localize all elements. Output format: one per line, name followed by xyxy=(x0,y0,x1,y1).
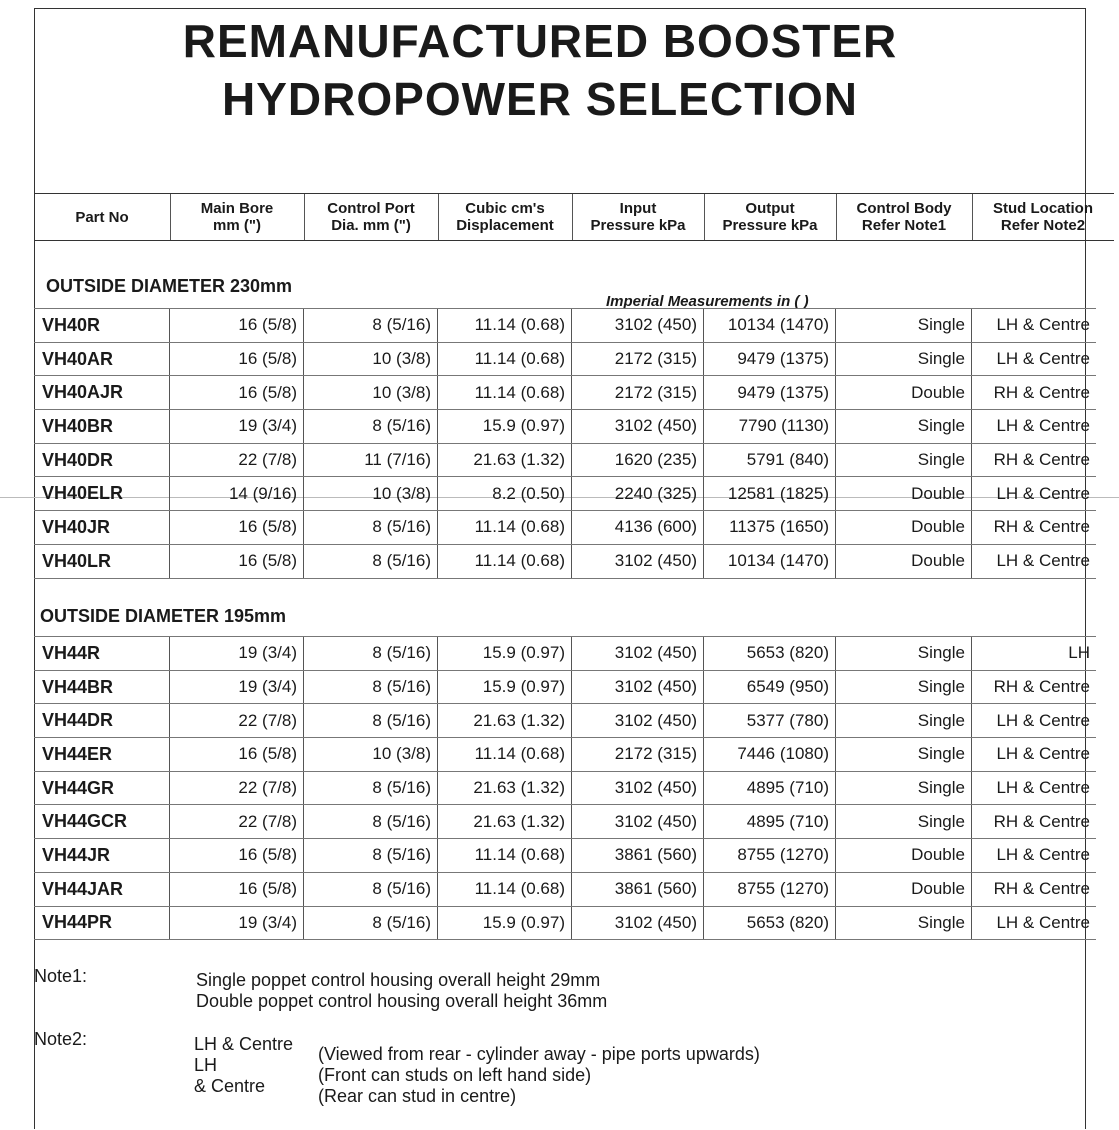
header-input-pressure xyxy=(572,194,705,240)
header-control-body-l1: Control Body xyxy=(856,200,952,217)
title-line-1: REMANUFACTURED BOOSTER xyxy=(182,15,898,67)
cell-control-port: 10 (3/8) xyxy=(304,376,438,409)
cell-part-no: VH44DR xyxy=(34,704,170,737)
cell-displacement: 11.14 (0.68) xyxy=(438,873,572,906)
table-row xyxy=(34,738,1096,772)
cell-part-no: VH40ELR xyxy=(34,477,170,510)
header-input-pressure-l1: Input xyxy=(619,200,657,217)
cell-main-bore: 16 (5/8) xyxy=(170,343,304,376)
cell-control-body: Double xyxy=(836,511,972,544)
cell-part-no: VH44R xyxy=(34,637,170,670)
cell-part-no: VH44GR xyxy=(34,772,170,805)
cell-displacement: 11.14 (0.68) xyxy=(438,309,572,342)
cell-control-port: 8 (5/16) xyxy=(304,671,438,704)
note1-line: Double poppet control housing overall height 36mm xyxy=(196,991,608,1011)
table-row xyxy=(34,671,1096,705)
table-row xyxy=(34,444,1096,478)
cell-control-body: Double xyxy=(836,376,972,409)
header-main-bore xyxy=(170,194,305,240)
cell-main-bore: 22 (7/8) xyxy=(170,444,304,477)
cell-stud-location: LH & Centre xyxy=(996,416,1090,436)
note1-text xyxy=(196,970,607,1012)
cell-control-body: Single xyxy=(836,637,972,670)
cell-main-bore: 22 (7/8) xyxy=(170,704,304,737)
table-header xyxy=(34,193,1114,241)
cell-input-pressure: 3861 (560) xyxy=(572,873,704,906)
title-line-2: HYDROPOWER SELECTION xyxy=(222,73,858,125)
cell-stud-location: RH & Centre xyxy=(993,677,1090,697)
note1-line: Single poppet control housing overall height 29mm xyxy=(196,970,601,990)
cell-control-port: 8 (5/16) xyxy=(304,873,438,906)
cell-control-port: 10 (3/8) xyxy=(304,477,438,510)
cell-input-pressure: 3102 (450) xyxy=(572,637,704,670)
cell-control-port: 10 (3/8) xyxy=(304,343,438,376)
table-row xyxy=(34,907,1096,941)
cell-displacement: 11.14 (0.68) xyxy=(438,343,572,376)
header-control-port xyxy=(304,194,439,240)
note1-label: Note1: xyxy=(34,966,88,986)
cell-stud-location: LH xyxy=(1068,643,1090,663)
cell-input-pressure: 3861 (560) xyxy=(572,839,704,872)
cell-displacement: 11.14 (0.68) xyxy=(438,376,572,409)
cell-displacement: 11.14 (0.68) xyxy=(438,738,572,771)
cell-displacement: 21.63 (1.32) xyxy=(438,772,572,805)
cell-part-no: VH40AR xyxy=(34,343,170,376)
cell-control-port: 8 (5/16) xyxy=(304,309,438,342)
note2-desc: (Rear can stud in centre) xyxy=(318,1086,517,1106)
cell-control-body: Single xyxy=(836,738,972,771)
cell-control-port: 11 (7/16) xyxy=(304,444,438,477)
cell-part-no: VH40DR xyxy=(34,444,170,477)
cell-output-pressure: 9479 (1375) xyxy=(704,376,836,409)
cell-stud-location: LH & Centre xyxy=(996,551,1090,571)
cell-main-bore: 16 (5/8) xyxy=(170,873,304,906)
table-row xyxy=(34,343,1096,377)
cell-main-bore: 16 (5/8) xyxy=(170,309,304,342)
cell-output-pressure: 5791 (840) xyxy=(704,444,836,477)
cell-displacement: 11.14 (0.68) xyxy=(438,839,572,872)
cell-input-pressure: 3102 (450) xyxy=(572,309,704,342)
cell-displacement: 21.63 (1.32) xyxy=(438,704,572,737)
table-row xyxy=(34,410,1096,444)
note2-term: & Centre xyxy=(194,1076,266,1096)
cell-main-bore: 16 (5/8) xyxy=(170,738,304,771)
cell-output-pressure: 6549 (950) xyxy=(704,671,836,704)
cell-output-pressure: 7446 (1080) xyxy=(704,738,836,771)
cell-stud-location: RH & Centre xyxy=(993,382,1090,402)
table-row xyxy=(34,772,1096,806)
header-part-no xyxy=(34,194,171,240)
cell-part-no: VH40JR xyxy=(34,511,170,544)
cell-output-pressure: 4895 (710) xyxy=(704,772,836,805)
cell-control-body: Double xyxy=(836,477,972,510)
table-195mm xyxy=(34,636,1096,940)
note2-term: LH & Centre xyxy=(194,1034,294,1054)
header-part-no-l1: Part No xyxy=(75,208,129,226)
table-row xyxy=(34,308,1096,343)
cell-displacement: 15.9 (0.97) xyxy=(438,410,572,443)
cell-stud-location: LH & Centre xyxy=(996,845,1090,865)
header-output-pressure-l2: Pressure kPa xyxy=(722,217,818,234)
cell-main-bore: 16 (5/8) xyxy=(170,545,304,578)
table-row xyxy=(34,839,1096,873)
cell-control-body: Double xyxy=(836,873,972,906)
cell-input-pressure: 2172 (315) xyxy=(572,376,704,409)
cell-control-body: Single xyxy=(836,410,972,443)
cell-part-no: VH44BR xyxy=(34,671,170,704)
cell-stud-location: LH & Centre xyxy=(996,483,1090,503)
cell-output-pressure: 4895 (710) xyxy=(704,805,836,838)
cell-part-no: VH40AJR xyxy=(34,376,170,409)
cell-control-port: 8 (5/16) xyxy=(304,772,438,805)
cell-control-port: 8 (5/16) xyxy=(304,907,438,940)
cell-control-body: Single xyxy=(836,704,972,737)
cell-part-no: VH40LR xyxy=(34,545,170,578)
header-stud-location-l1: Stud Location xyxy=(993,200,1093,217)
note2-label: Note2: xyxy=(34,1029,88,1049)
cell-part-no: VH44PR xyxy=(34,907,170,940)
header-control-port-l1: Control Port xyxy=(327,200,415,217)
header-output-pressure-l1: Output xyxy=(745,200,795,217)
header-displacement-l2: Displacement xyxy=(456,217,554,234)
header-control-body xyxy=(836,194,973,240)
imperial-measurements-note: Imperial Measurements in ( ) xyxy=(606,293,809,310)
cell-stud-location: LH & Centre xyxy=(996,778,1090,798)
cell-control-body: Double xyxy=(836,839,972,872)
cell-control-body: Single xyxy=(836,671,972,704)
section-230mm-label: OUTSIDE DIAMETER 230mm xyxy=(46,276,293,296)
header-control-port-l2: Dia. mm (") xyxy=(331,217,411,234)
table-230mm xyxy=(34,308,1096,579)
table-row xyxy=(34,477,1096,511)
cell-displacement: 21.63 (1.32) xyxy=(438,805,572,838)
table-row xyxy=(34,873,1096,907)
cell-control-port: 8 (5/16) xyxy=(304,545,438,578)
cell-part-no: VH44GCR xyxy=(34,805,170,838)
header-stud-location-l2: Refer Note2 xyxy=(1000,217,1086,234)
header-displacement-l1: Cubic cm's xyxy=(465,200,545,217)
cell-input-pressure: 1620 (235) xyxy=(572,444,704,477)
cell-stud-location: LH & Centre xyxy=(996,349,1090,369)
cell-main-bore: 19 (3/4) xyxy=(170,671,304,704)
cell-control-body: Single xyxy=(836,343,972,376)
cell-output-pressure: 8755 (1270) xyxy=(704,873,836,906)
cell-main-bore: 19 (3/4) xyxy=(170,410,304,443)
cell-displacement: 21.63 (1.32) xyxy=(438,444,572,477)
cell-input-pressure: 3102 (450) xyxy=(572,772,704,805)
cell-control-port: 8 (5/16) xyxy=(304,410,438,443)
cell-input-pressure: 2172 (315) xyxy=(572,343,704,376)
cell-output-pressure: 8755 (1270) xyxy=(704,839,836,872)
cell-control-port: 8 (5/16) xyxy=(304,704,438,737)
table-row xyxy=(34,704,1096,738)
cell-stud-location: RH & Centre xyxy=(993,879,1090,899)
cell-output-pressure: 9479 (1375) xyxy=(704,343,836,376)
cell-input-pressure: 3102 (450) xyxy=(572,671,704,704)
cell-control-port: 10 (3/8) xyxy=(304,738,438,771)
table-row xyxy=(34,545,1096,579)
cell-output-pressure: 7790 (1130) xyxy=(704,410,836,443)
note2-descriptions xyxy=(318,1044,760,1107)
cell-control-body: Single xyxy=(836,444,972,477)
cell-input-pressure: 2240 (325) xyxy=(572,477,704,510)
cell-input-pressure: 3102 (450) xyxy=(572,805,704,838)
cell-control-body: Single xyxy=(836,907,972,940)
cell-input-pressure: 3102 (450) xyxy=(572,545,704,578)
cell-part-no: VH44JAR xyxy=(34,873,170,906)
cell-control-body: Double xyxy=(836,545,972,578)
cell-main-bore: 22 (7/8) xyxy=(170,772,304,805)
cell-output-pressure: 12581 (1825) xyxy=(704,477,836,510)
cell-control-port: 8 (5/16) xyxy=(304,839,438,872)
cell-stud-location: LH & Centre xyxy=(996,315,1090,335)
header-output-pressure xyxy=(704,194,837,240)
cell-main-bore: 19 (3/4) xyxy=(170,907,304,940)
table-row xyxy=(34,805,1096,839)
cell-output-pressure: 10134 (1470) xyxy=(704,309,836,342)
cell-stud-location: RH & Centre xyxy=(993,517,1090,537)
cell-input-pressure: 3102 (450) xyxy=(572,907,704,940)
cell-control-body: Single xyxy=(836,309,972,342)
cell-input-pressure: 3102 (450) xyxy=(572,704,704,737)
cell-part-no: VH40R xyxy=(34,309,170,342)
header-input-pressure-l2: Pressure kPa xyxy=(590,217,686,234)
cell-output-pressure: 10134 (1470) xyxy=(704,545,836,578)
header-stud-location xyxy=(972,194,1114,240)
cell-displacement: 15.9 (0.97) xyxy=(438,671,572,704)
note2-desc: (Front can studs on left hand side) xyxy=(318,1065,592,1085)
cell-main-bore: 16 (5/8) xyxy=(170,511,304,544)
cell-displacement: 15.9 (0.97) xyxy=(438,637,572,670)
table-row xyxy=(34,511,1096,545)
cell-input-pressure: 4136 (600) xyxy=(572,511,704,544)
table-row xyxy=(34,636,1096,671)
cell-stud-location: LH & Centre xyxy=(996,744,1090,764)
cell-main-bore: 14 (9/16) xyxy=(170,477,304,510)
cell-control-port: 8 (5/16) xyxy=(304,637,438,670)
header-main-bore-l1: Main Bore xyxy=(200,200,274,217)
cell-control-port: 8 (5/16) xyxy=(304,511,438,544)
cell-control-body: Single xyxy=(836,805,972,838)
cell-part-no: VH40BR xyxy=(34,410,170,443)
cell-input-pressure: 3102 (450) xyxy=(572,410,704,443)
cell-stud-location: RH & Centre xyxy=(993,450,1090,470)
cell-displacement: 11.14 (0.68) xyxy=(438,511,572,544)
cell-control-port: 8 (5/16) xyxy=(304,805,438,838)
header-main-bore-l2: mm (") xyxy=(213,217,261,234)
cell-part-no: VH44ER xyxy=(34,738,170,771)
cell-output-pressure: 11375 (1650) xyxy=(704,511,836,544)
note2-desc: (Viewed from rear - cylinder away - pipe ports upwards) xyxy=(318,1044,760,1064)
note2-terms xyxy=(194,1034,293,1097)
header-control-body-l2: Refer Note1 xyxy=(861,217,947,234)
cell-main-bore: 16 (5/8) xyxy=(170,376,304,409)
cell-output-pressure: 5653 (820) xyxy=(704,907,836,940)
cell-stud-location: LH & Centre xyxy=(996,912,1090,932)
note2-term: LH xyxy=(194,1055,218,1075)
cell-stud-location: RH & Centre xyxy=(993,811,1090,831)
cell-output-pressure: 5377 (780) xyxy=(704,704,836,737)
page-title xyxy=(0,12,1080,128)
header-displacement xyxy=(438,194,573,240)
cell-main-bore: 22 (7/8) xyxy=(170,805,304,838)
cell-displacement: 11.14 (0.68) xyxy=(438,545,572,578)
cell-stud-location: LH & Centre xyxy=(996,710,1090,730)
cell-control-body: Single xyxy=(836,772,972,805)
table-row xyxy=(34,376,1096,410)
cell-main-bore: 16 (5/8) xyxy=(170,839,304,872)
cell-input-pressure: 2172 (315) xyxy=(572,738,704,771)
cell-displacement: 8.2 (0.50) xyxy=(438,477,572,510)
cell-displacement: 15.9 (0.97) xyxy=(438,907,572,940)
section-195mm-label: OUTSIDE DIAMETER 195mm xyxy=(40,606,287,626)
cell-part-no: VH44JR xyxy=(34,839,170,872)
cell-output-pressure: 5653 (820) xyxy=(704,637,836,670)
cell-main-bore: 19 (3/4) xyxy=(170,637,304,670)
